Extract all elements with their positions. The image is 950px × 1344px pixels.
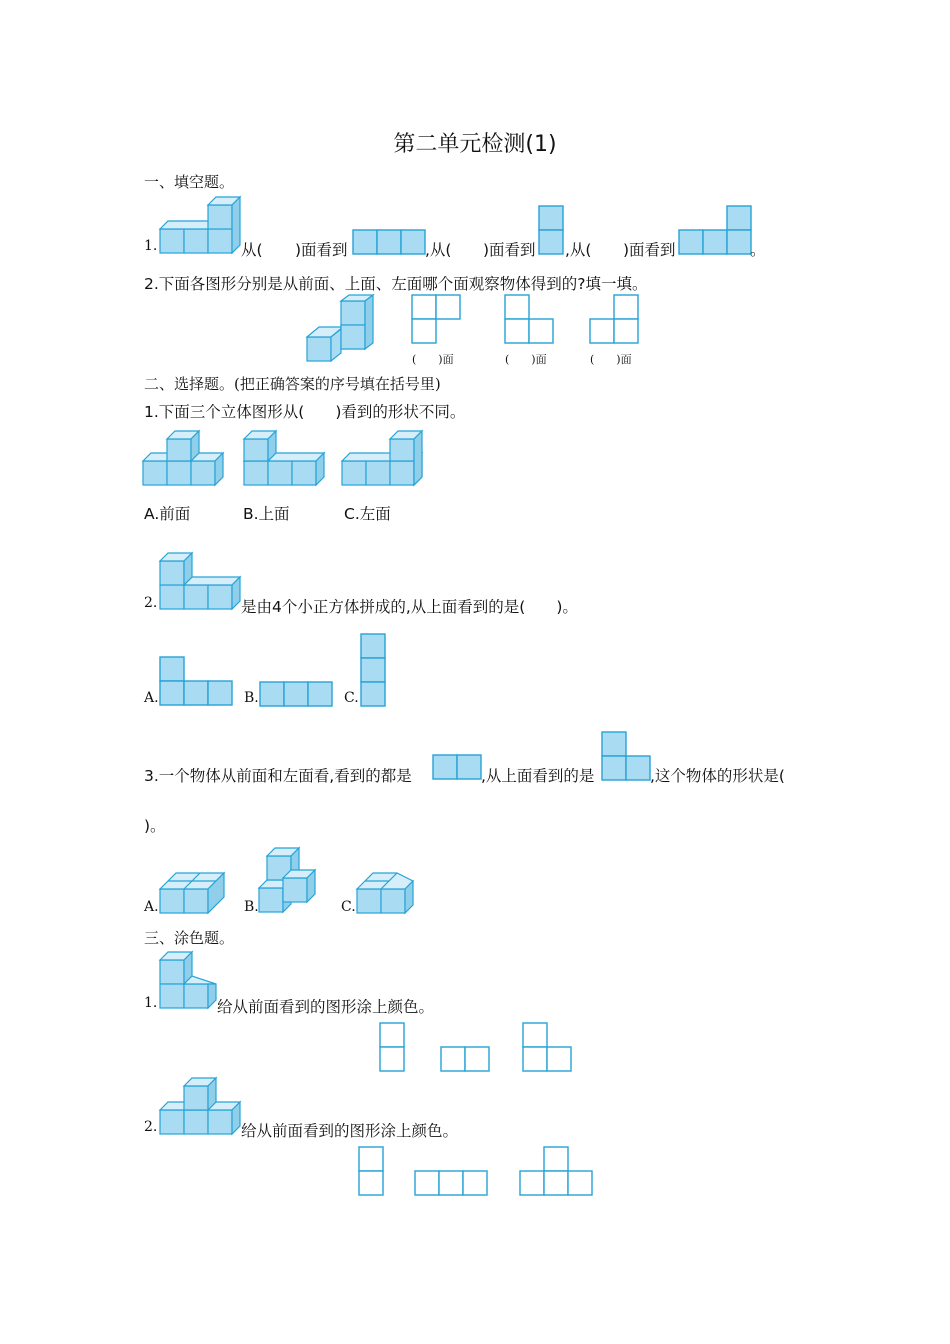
s1-q1-view-1: [352, 229, 426, 255]
s3-q2-text: 给从前面看到的图形涂上颜色。: [241, 1122, 459, 1140]
s3-q1-option-3[interactable]: [522, 1022, 572, 1072]
s2-q2-option-a-shape: [159, 656, 233, 706]
s2-q1-option-b: B.上面: [243, 505, 290, 523]
s1-q2-view-2: [504, 294, 554, 344]
section2-heading: 二、选择题。(把正确答案的序号填在括号里): [144, 375, 441, 393]
s1-q2-text: 2.下面各图形分别是从前面、上面、左面哪个面观察物体得到的?填一填。: [144, 275, 648, 293]
s3-q1-solid-figure: [159, 951, 221, 1013]
s1-q2-blank-3: ( )面: [590, 353, 632, 366]
s3-q2-option-2[interactable]: [414, 1170, 488, 1196]
s1-q1-text-6: )面看到: [623, 241, 676, 259]
s3-q2-number: 2.: [144, 1119, 158, 1135]
s2-q3-option-b-shape: [258, 848, 328, 918]
s2-q2-number: 2.: [144, 595, 158, 611]
s2-q3-option-a-shape: [159, 869, 229, 917]
s1-q2-view-1: [411, 294, 461, 344]
s2-q1-option-c: C.左面: [344, 505, 391, 523]
s3-q1-number: 1.: [144, 995, 158, 1011]
s2-q1-figure-b: [243, 430, 327, 488]
s1-q1-text-2: )面看到: [295, 241, 348, 259]
s3-q1-option-1[interactable]: [379, 1022, 405, 1072]
s2-q1-figure-a: [142, 430, 226, 488]
s2-q2-option-c: C.: [344, 690, 359, 706]
s2-q1-option-a: A.前面: [144, 505, 191, 523]
s2-q3-top-view: [601, 731, 651, 781]
page-title: 第二单元检测(1): [393, 132, 557, 157]
s1-q1-text-4: )面看到: [483, 241, 536, 259]
s2-q1-figure-c: [341, 430, 425, 488]
s2-q3-option-a: A.: [144, 899, 159, 915]
s2-q2-option-b: B.: [244, 690, 259, 706]
section3-heading: 三、涂色题。: [144, 929, 235, 947]
s1-q2-blank-2: ( )面: [505, 353, 547, 366]
s1-q1-text-3: ,从(: [425, 241, 452, 259]
s2-q3-text-2: ,从上面看到的是: [481, 767, 595, 785]
s1-q1-text-1: 从(: [241, 241, 263, 259]
s3-q1-text: 给从前面看到的图形涂上颜色。: [217, 998, 435, 1016]
s2-q3-text-1: 3.一个物体从前面和左面看,看到的都是: [144, 767, 412, 785]
s2-q2-option-c-shape: [360, 633, 386, 707]
s1-q1-text-7: 。: [750, 241, 766, 259]
s3-q1-option-2[interactable]: [440, 1046, 490, 1072]
s1-q1-view-2: [538, 205, 564, 255]
s1-q1-number: 1.: [144, 238, 158, 254]
s1-q1-text-5: ,从(: [565, 241, 592, 259]
s3-q2-option-3[interactable]: [519, 1146, 593, 1196]
s2-q3-text-4: )。: [144, 817, 166, 835]
s1-q2-view-3: [589, 294, 639, 344]
s2-q3-text-3: ,这个物体的形状是(: [650, 767, 785, 785]
s2-q2-option-b-shape: [259, 681, 333, 707]
s2-q1-text: 1.下面三个立体图形从( )看到的形状不同。: [144, 403, 466, 421]
s1-q1-view-3: [678, 205, 752, 255]
s3-q2-option-1[interactable]: [358, 1146, 384, 1196]
s1-q1-solid-figure: [159, 196, 243, 256]
s2-q2-option-a: A.: [144, 690, 159, 706]
s2-q2-text: 是由4个小正方体拼成的,从上面看到的是( )。: [241, 598, 578, 616]
s2-q2-solid-figure: [159, 552, 243, 612]
s2-q3-front-left-view: [432, 754, 482, 780]
s2-q3-option-b: B.: [244, 899, 259, 915]
s2-q3-option-c: C.: [341, 899, 356, 915]
s2-q3-option-c-shape: [356, 869, 418, 917]
s1-q2-blank-1: ( )面: [412, 353, 454, 366]
s1-q2-solid-figure: [306, 295, 376, 363]
section1-heading: 一、填空题。: [144, 173, 235, 191]
s3-q2-solid-figure: [159, 1077, 243, 1137]
